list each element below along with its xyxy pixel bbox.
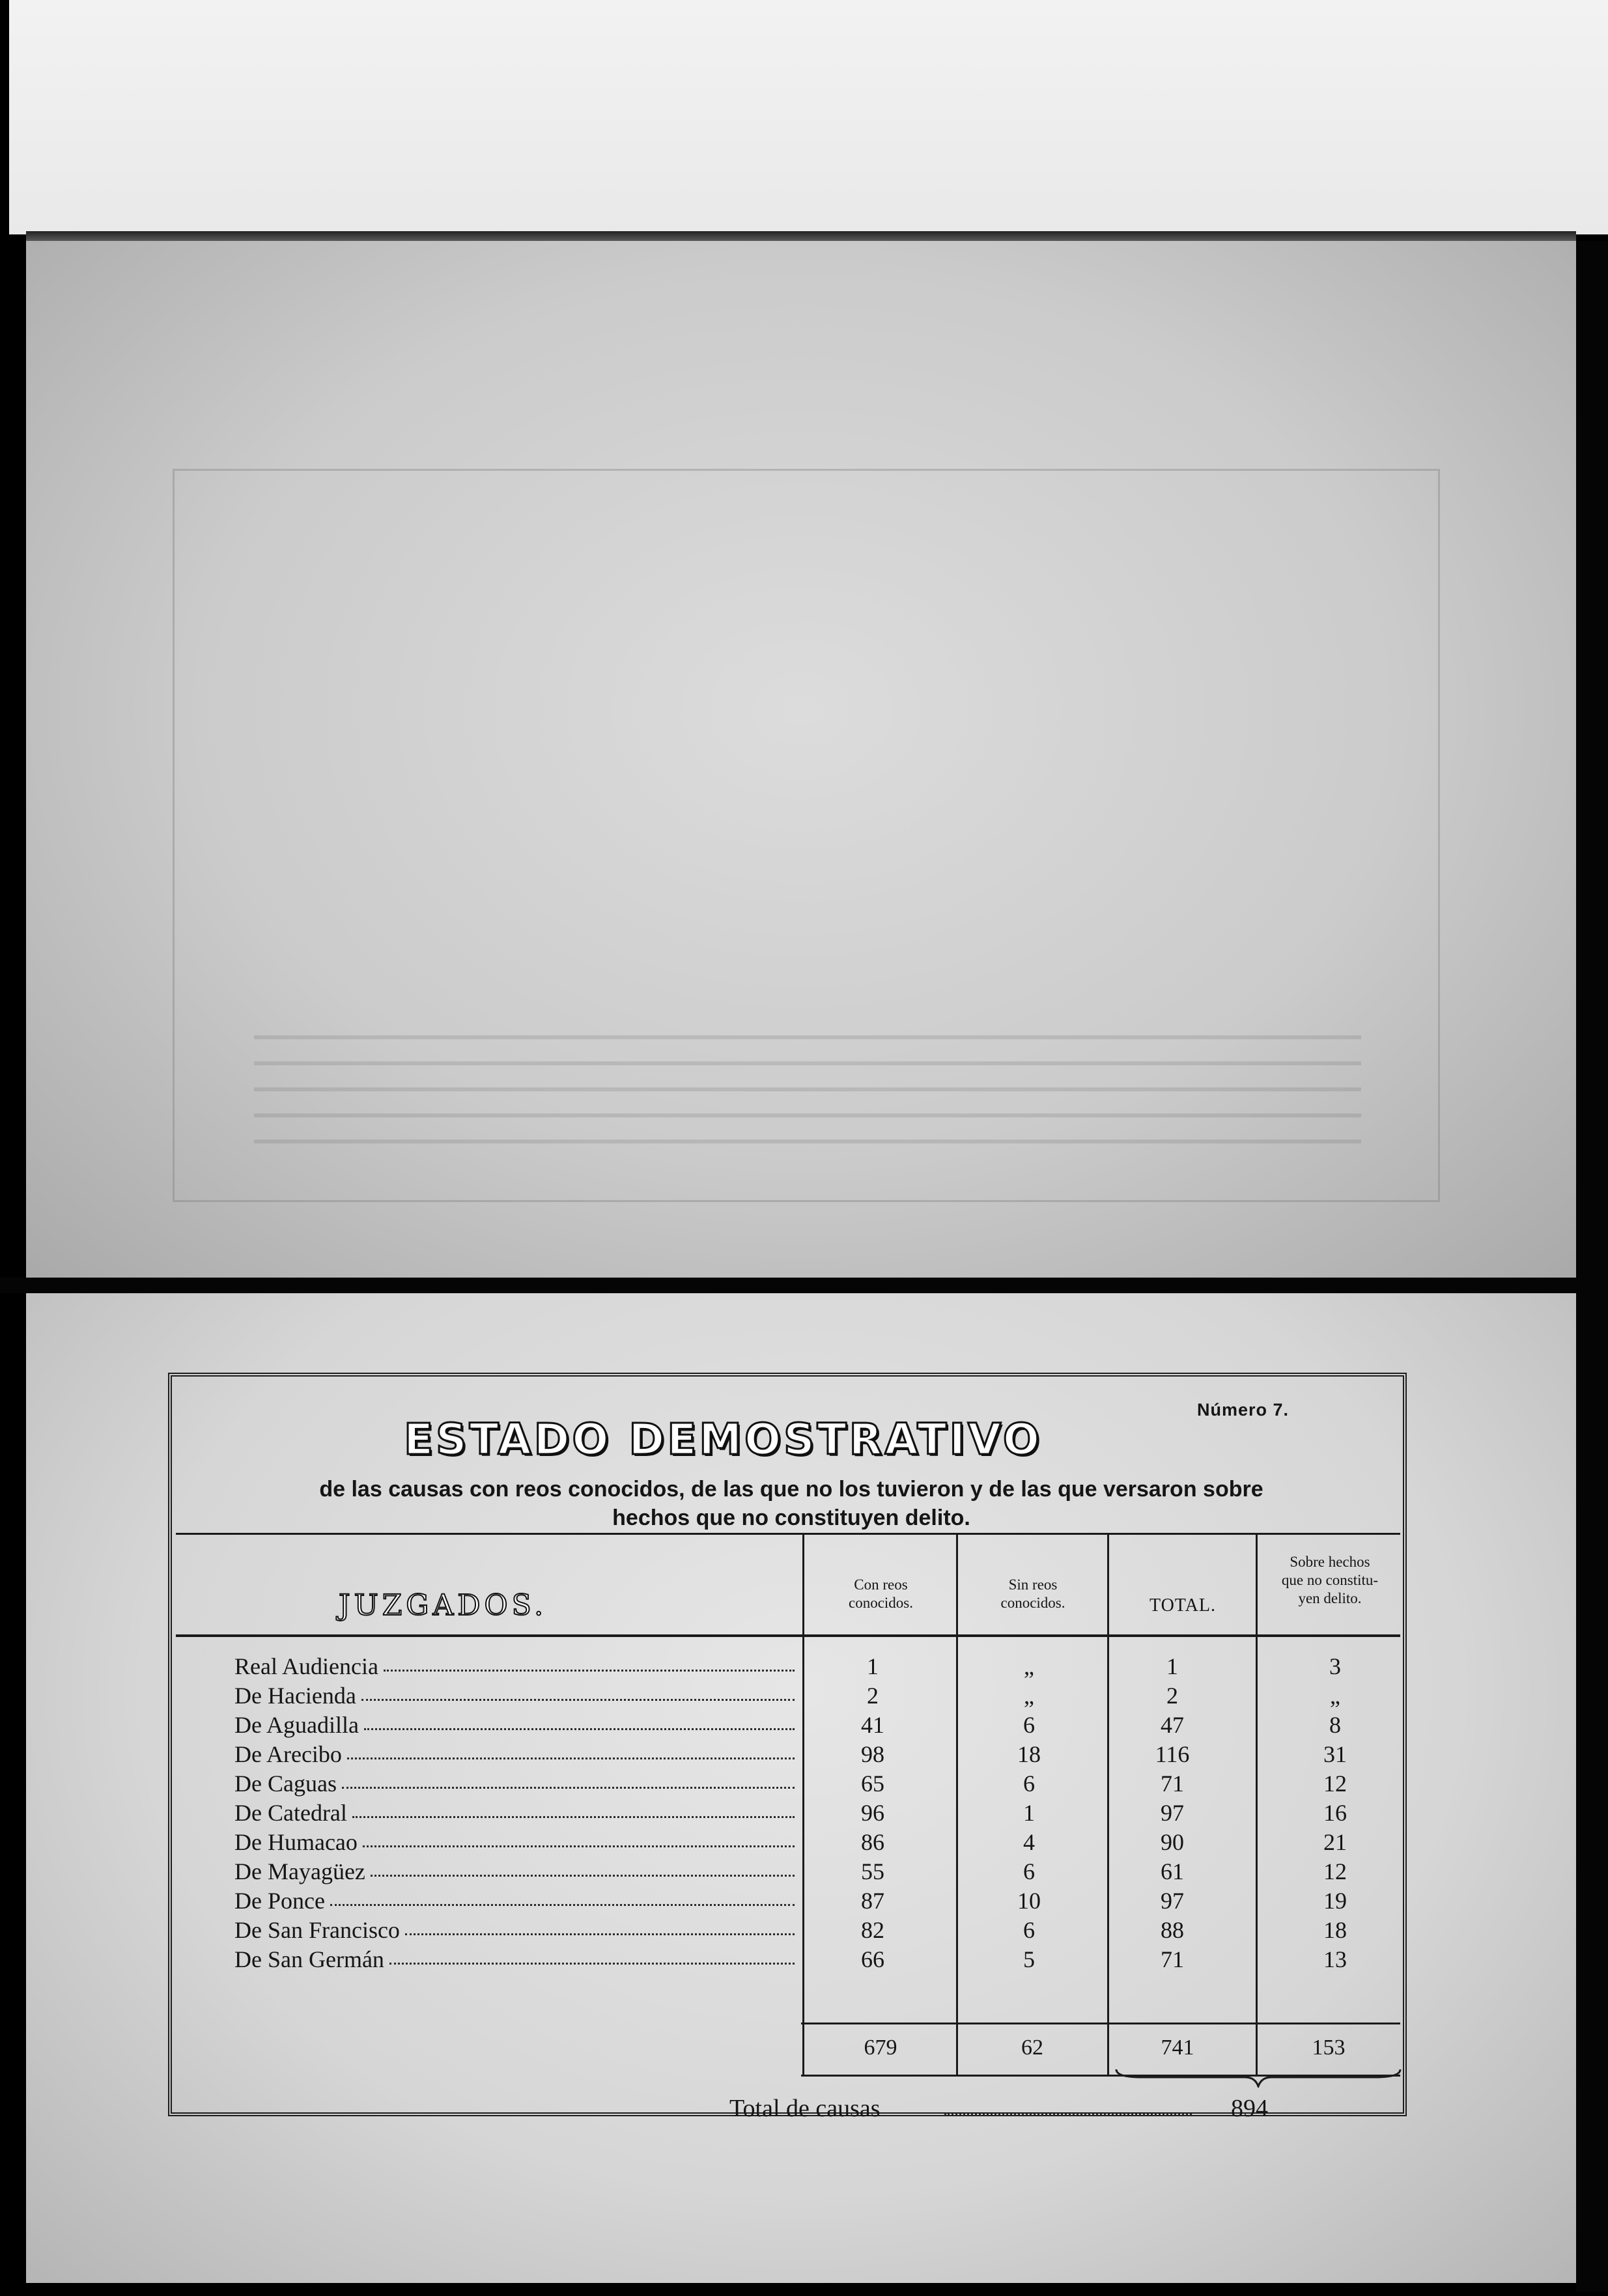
total-sobre-hechos: 153 (1312, 2036, 1346, 2060)
value-con-reos: 66 (861, 1946, 884, 1972)
header-con-reos (808, 1576, 954, 1612)
scan-right-edge (1576, 241, 1608, 2292)
value-sobre-hechos: 3 (1329, 1653, 1341, 1679)
value-con-reos: 1 (867, 1653, 879, 1679)
subtitle-line-2: hechos que no constituyen delito. (612, 1505, 970, 1530)
court-name: De Catedral (234, 1800, 347, 1826)
dot-leader (405, 1933, 795, 1935)
value-total: 90 (1161, 1829, 1184, 1855)
dot-leader (363, 1845, 795, 1847)
table-row (234, 1946, 1407, 1975)
dot-leader (347, 1757, 795, 1759)
bleed-through-page (26, 241, 1576, 1283)
value-con-reos: 96 (861, 1800, 884, 1826)
header-sobre-line-1: Sobre hechos (1290, 1554, 1370, 1570)
court-name: De Humacao (234, 1829, 358, 1855)
value-total: 1 (1166, 1653, 1178, 1679)
dot-leader (384, 1670, 795, 1672)
document-subtitle (189, 1475, 1394, 1532)
value-total: 97 (1161, 1800, 1184, 1826)
subtitle-line-1: de las causas con reos conocidos, de las que no los tuvieron y de las que versaron sobre (319, 1477, 1263, 1502)
value-con-reos: 41 (861, 1712, 884, 1738)
header-juzgados: JUZGADOS. (339, 1589, 548, 1622)
table-row (234, 1858, 1407, 1887)
value-sin-reos: 18 (1017, 1741, 1041, 1767)
value-sin-reos: „ (1024, 1653, 1034, 1679)
court-name: De Ponce (234, 1888, 325, 1914)
value-sobre-hechos: 16 (1323, 1800, 1347, 1826)
bleed-through-text (254, 1035, 1361, 1166)
court-name: De Arecibo (234, 1741, 342, 1767)
total-sin-reos: 62 (1021, 2036, 1043, 2060)
value-total: 71 (1161, 1771, 1184, 1797)
table-row (234, 1916, 1407, 1946)
table-row (234, 1828, 1407, 1858)
value-sobre-hechos: 18 (1323, 1917, 1347, 1943)
court-name: Real Audiencia (234, 1653, 378, 1679)
value-sobre-hechos: 8 (1329, 1712, 1341, 1738)
value-total: 71 (1161, 1946, 1184, 1972)
value-total: 47 (1161, 1712, 1184, 1738)
header-sobre-hechos (1258, 1553, 1402, 1608)
dot-leader (342, 1787, 795, 1789)
value-con-reos: 65 (861, 1771, 884, 1797)
value-con-reos: 55 (861, 1858, 884, 1884)
dot-leader (352, 1816, 795, 1818)
header-con-reos-line-2: conocidos. (848, 1595, 913, 1611)
value-con-reos: 87 (861, 1888, 884, 1914)
value-sin-reos: 5 (1023, 1946, 1035, 1972)
sum-brace (1115, 2068, 1402, 2088)
paper-background-upper (0, 0, 1608, 234)
value-total: 88 (1161, 1917, 1184, 1943)
header-sobre-line-3: yen delito. (1298, 1590, 1362, 1606)
court-name: De San Francisco (234, 1917, 400, 1943)
dot-leader (364, 1728, 795, 1730)
value-total: 61 (1161, 1858, 1184, 1884)
header-rule-bottom (176, 1634, 1400, 1637)
grand-total-label: Total de causas (729, 2095, 881, 2122)
header-sobre-line-2: que no constitu- (1281, 1572, 1379, 1588)
value-sobre-hechos: 21 (1323, 1829, 1347, 1855)
value-total: 97 (1161, 1888, 1184, 1914)
court-name: De Mayagüez (234, 1858, 365, 1884)
grand-total-value: 894 (1231, 2095, 1268, 2122)
court-name: De Hacienda (234, 1683, 356, 1709)
dot-leader (371, 1875, 795, 1877)
header-con-reos-line-1: Con reos (854, 1576, 908, 1593)
value-sobre-hechos: „ (1330, 1683, 1340, 1709)
grand-total-leader (944, 2114, 1192, 2116)
document-title: ESTADO DEMOSTRATIVO (403, 1414, 1043, 1464)
value-sin-reos: 6 (1023, 1712, 1035, 1738)
table-row (234, 1711, 1407, 1741)
value-sin-reos: 6 (1023, 1917, 1035, 1943)
court-name: De Aguadilla (234, 1712, 359, 1738)
value-con-reos: 82 (861, 1917, 884, 1943)
value-sin-reos: 4 (1023, 1829, 1035, 1855)
value-total: 2 (1166, 1683, 1178, 1709)
dot-leader (330, 1904, 795, 1906)
header-total: TOTAL. (1149, 1595, 1216, 1616)
table-row (234, 1799, 1407, 1828)
table-row (234, 1653, 1407, 1682)
value-sobre-hechos: 12 (1323, 1858, 1347, 1884)
value-total: 116 (1155, 1741, 1190, 1767)
value-sin-reos: 1 (1023, 1800, 1035, 1826)
value-sobre-hechos: 31 (1323, 1741, 1347, 1767)
table-row (234, 1682, 1407, 1711)
value-sin-reos: 6 (1023, 1858, 1035, 1884)
totals-rule-top (801, 2023, 1400, 2024)
table-row (234, 1770, 1407, 1799)
table-row (234, 1887, 1407, 1916)
value-con-reos: 2 (867, 1683, 879, 1709)
header-rule-top (176, 1533, 1400, 1535)
court-name: De San Germán (234, 1946, 384, 1972)
value-con-reos: 86 (861, 1829, 884, 1855)
value-sin-reos: 6 (1023, 1771, 1035, 1797)
value-sobre-hechos: 19 (1323, 1888, 1347, 1914)
page-fold-line (0, 1278, 1608, 1293)
header-sin-reos (961, 1576, 1105, 1612)
total-total: 741 (1161, 2036, 1194, 2060)
total-con-reos: 679 (864, 2036, 897, 2060)
table-row (234, 1741, 1407, 1770)
court-name: De Caguas (234, 1771, 337, 1797)
value-sobre-hechos: 12 (1323, 1771, 1347, 1797)
value-sin-reos: 10 (1017, 1888, 1041, 1914)
dot-leader (361, 1699, 795, 1701)
value-sobre-hechos: 13 (1323, 1946, 1347, 1972)
dot-leader (389, 1963, 795, 1965)
header-sin-reos-line-2: conocidos. (1000, 1595, 1065, 1611)
value-sin-reos: „ (1024, 1683, 1034, 1709)
header-sin-reos-line-1: Sin reos (1008, 1576, 1058, 1593)
value-con-reos: 98 (861, 1741, 884, 1767)
document-number: Número 7. (1197, 1400, 1290, 1420)
scan-left-edge (0, 0, 9, 2296)
